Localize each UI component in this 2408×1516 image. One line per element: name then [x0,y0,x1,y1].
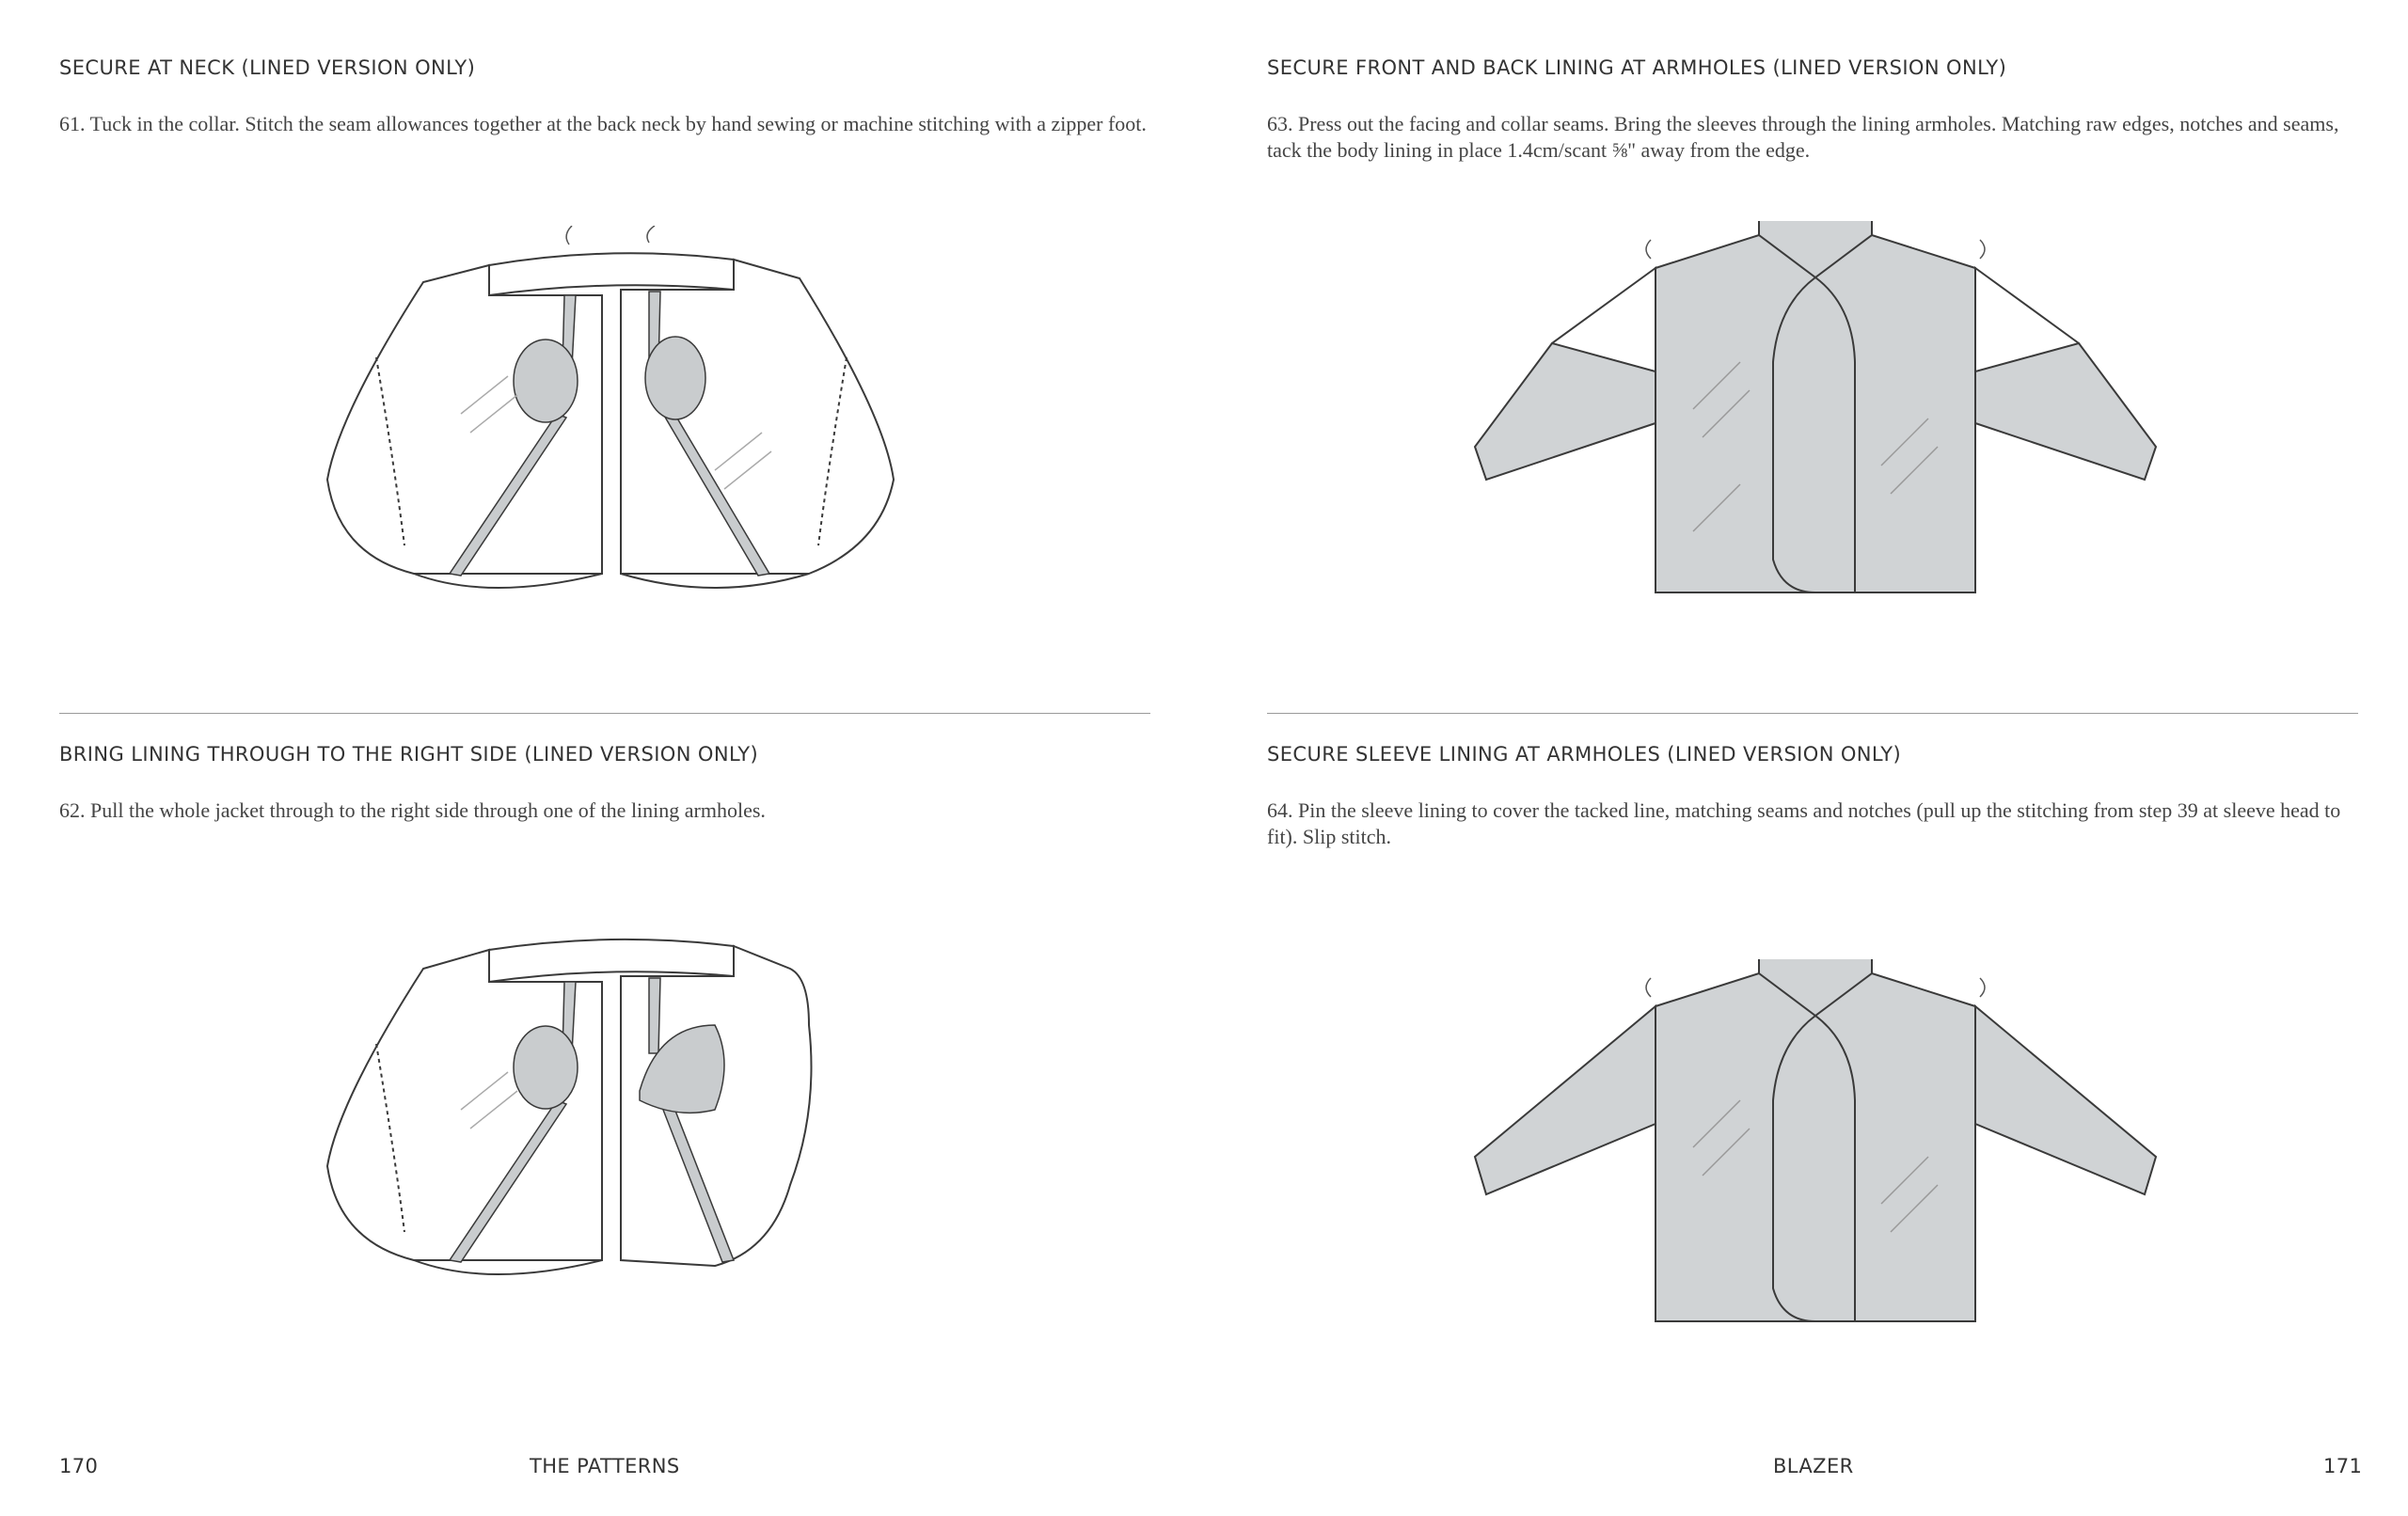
step-64 [1267,743,2358,850]
jacket-inside-out-illustration-61 [320,226,903,602]
jacket-turning-illustration-62 [320,922,903,1298]
running-head-left: THE PATTERNS [530,1455,680,1477]
blazer-lining-tacked-illustration-63 [1467,221,2163,607]
step-61-text: 61. Tuck in the collar. Stitch the seam allowances together at the back neck by hand sewing or machine stitching with a zipper foot. [59,112,1147,135]
step-61 [59,56,1150,137]
step-63-text: 63. Press out the facing and collar seams. Bring the sleeves through the lining armholes. Matching raw edges, notches and seams, tack the body lining in place 1.4cm/scant ⅝" away from the edge. [1267,112,2339,162]
step-62-heading: BRING LINING THROUGH TO THE RIGHT SIDE (LINED VERSION ONLY) [59,743,759,766]
step-62 [59,743,1150,824]
step-62-text: 62. Pull the whole jacket through to the right side through one of the lining armholes. [59,798,766,822]
blazer-sleeve-lining-illustration-64 [1467,959,2163,1326]
page-number-left: 170 [59,1455,99,1477]
right-divider [1267,713,2358,714]
running-head-right: BLAZER [1773,1455,1854,1477]
step-63-heading: SECURE FRONT AND BACK LINING AT ARMHOLES (LINED VERSION ONLY) [1267,56,2007,79]
left-divider [59,713,1150,714]
page-number-right: 171 [2323,1455,2363,1477]
step-64-text: 64. Pin the sleeve lining to cover the tacked line, matching seams and notches (pull up the stitching from step 39 at sleeve head to fit). Slip stitch. [1267,798,2341,848]
step-64-heading: SECURE SLEEVE LINING AT ARMHOLES (LINED VERSION ONLY) [1267,743,1902,766]
step-61-heading: SECURE AT NECK (LINED VERSION ONLY) [59,56,476,79]
step-63 [1267,56,2358,164]
